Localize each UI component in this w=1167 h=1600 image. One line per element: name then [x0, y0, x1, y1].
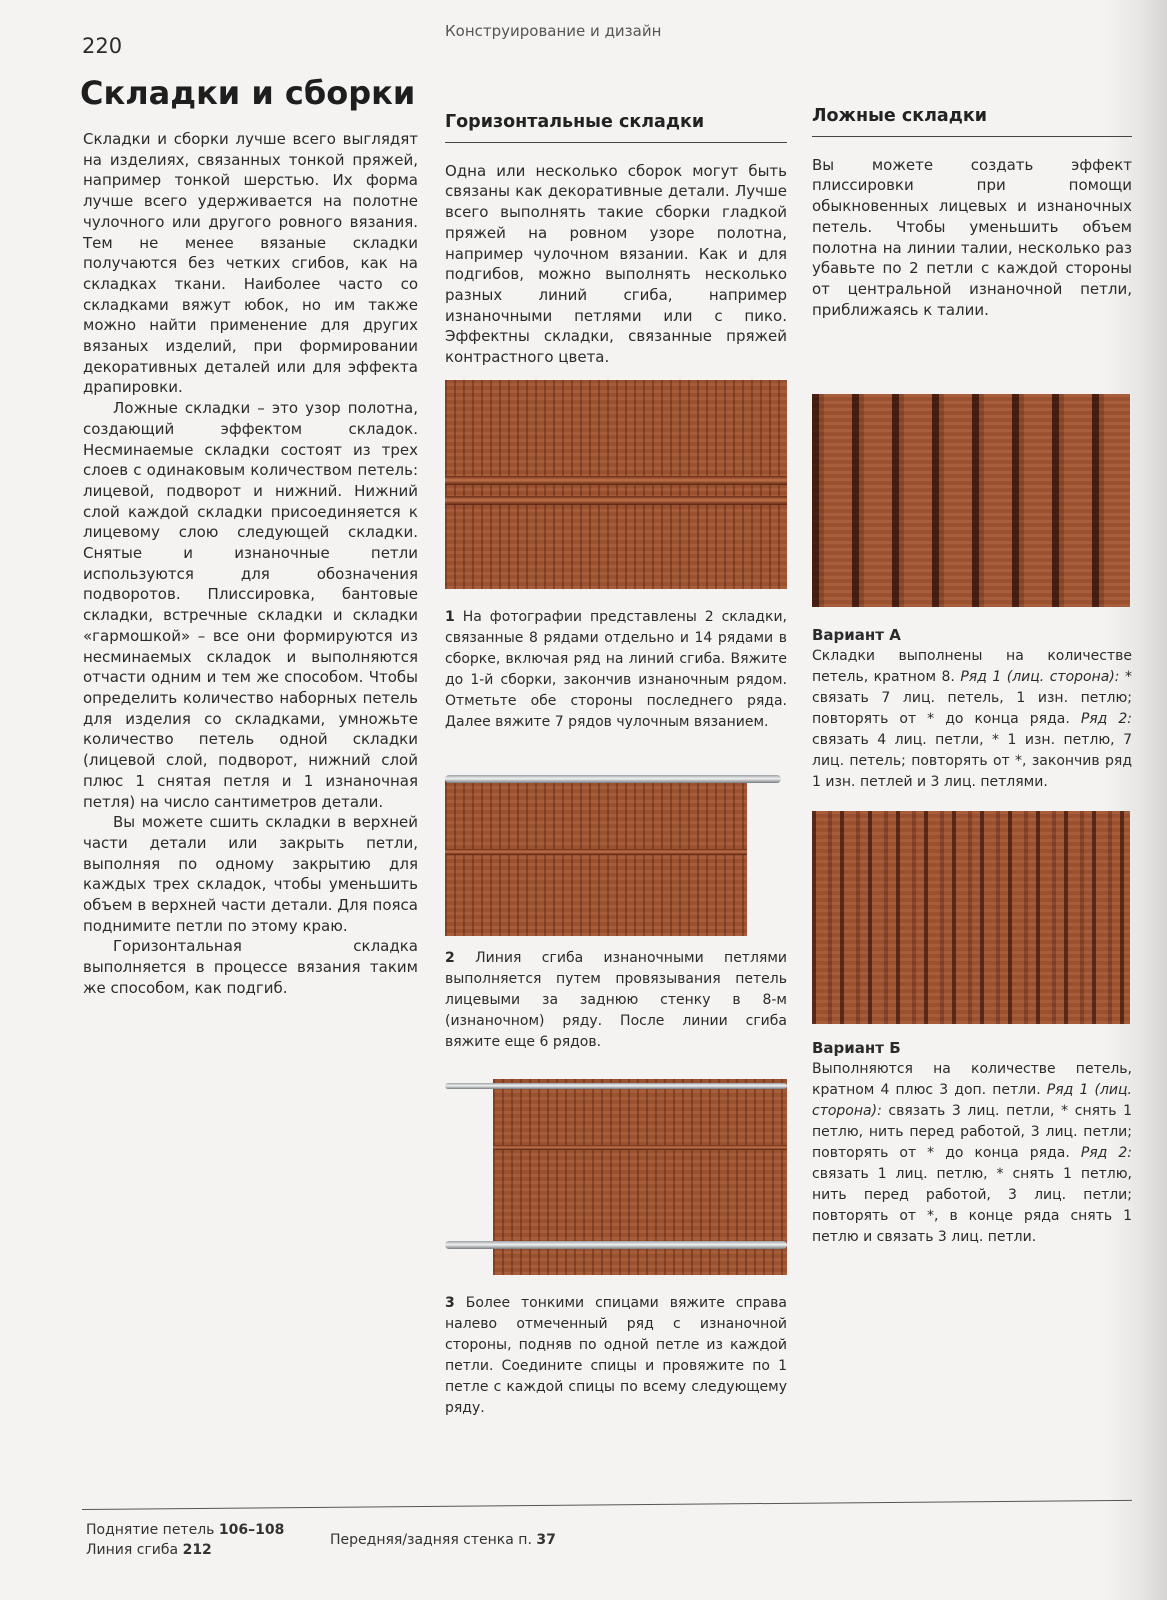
variant-a-text-part: связать 4 лиц. петли, * 1 изн. петлю, 7 лиц. петель; повторять от *, закончив ряд 1 изн. петлей и 3 лиц. петлями.	[812, 732, 1132, 791]
step-text: Линия сгиба изнаночными петлями выполняется путем провязывания петель лицевыми за заднюю стенку в 8-м (изнаночном) ряду. После линии сгиба вяжите еще 6 рядов.	[445, 949, 787, 1050]
section-heading-horizontal-pleats: Горизонтальные складки	[445, 112, 787, 143]
left-paragraph-3: Вы можете сшить складки в верхней части детали или закрыть петли, выполняя по одному закрытию для каждых трех складок, чтобы уменьшить объем в верхней части детали. Для пояса поднимите петли по этому краю.	[83, 813, 418, 935]
footer-reference	[86, 1540, 284, 1560]
caption-step-2	[445, 948, 787, 1053]
section-heading-mock-pleats: Ложные складки	[812, 106, 1132, 137]
photo-step-3-wrapper	[445, 1079, 787, 1275]
variant-a-title: Вариант А	[812, 626, 901, 645]
marked-row	[493, 1145, 787, 1150]
reference-pages: 212	[182, 1542, 212, 1558]
variant-b-text-part: связать 3 лиц. петли, * снять 1 петлю, нить перед работой, 3 лиц. петли; повторять от * до конца ряда.	[812, 1102, 1132, 1161]
caption-step-1	[445, 607, 787, 733]
photo-step-2-wrapper	[445, 771, 787, 936]
photo-step-2	[445, 779, 747, 936]
knitting-needle-upper	[445, 1083, 787, 1089]
left-column	[83, 129, 418, 999]
row-2-label: Ряд 2:	[1080, 1144, 1133, 1161]
footer-reference-middle	[330, 1530, 556, 1550]
variant-b-text	[812, 1059, 1132, 1248]
variant-b-text-part: связать 1 лиц. петлю, * снять 1 петлю, нить перед работой, 3 лиц. петли; повторять от *, в конце ряда снять 1 петлю и связать 3 лиц. петли.	[812, 1165, 1132, 1245]
knitting-needle	[445, 775, 781, 783]
variant-a-text	[812, 646, 1132, 793]
footer-references-left	[86, 1520, 284, 1560]
page-number: 220	[82, 34, 123, 58]
footer-rule	[82, 1500, 1132, 1510]
photo-variant-a	[812, 394, 1130, 607]
page-title: Складки и сборки	[80, 74, 416, 112]
fold-line-lower	[445, 496, 787, 505]
photo-variant-b	[812, 811, 1130, 1024]
reference-label: Поднятие петель	[86, 1522, 215, 1538]
step-number: 3	[445, 1294, 455, 1311]
knitting-needle-lower	[445, 1241, 787, 1249]
photo-step-1	[445, 380, 787, 589]
middle-column	[445, 112, 787, 1419]
variant-b-text-part: Выполняются на количестве петель, кратном 4 плюс 3 доп. петли.	[812, 1060, 1132, 1098]
reference-pages: 37	[536, 1532, 556, 1548]
left-paragraph-4: Горизонтальная складка выполняется в процессе вязания таким же способом, как подгиб.	[83, 937, 418, 997]
step-number: 1	[445, 608, 455, 625]
horizontal-pleats-intro: Одна или несколько сборок могут быть связаны как декоративные детали. Лучше всего выполнять такие сборки гладкой пряжей на ровном узоре полотна, например чулочном вязании. Как и для подгибов, можно выполнять несколько разных линий сгиба, например изнаночными петлями или с пико. Эффектны складки, связанные пряжей контрастного цвета.	[445, 161, 787, 367]
fold-line-upper	[445, 476, 787, 485]
step-number: 2	[445, 949, 455, 966]
mock-pleats-intro: Вы можете создать эффект плиссировки при помощи обыкновенных лицевых и изнаночных петель. Чтобы уменьшить объем полотна на линии талии, несколько раз убавьте по 2 петли с каждой стороны от центральной изнаночной петли, приближаясь к талии.	[812, 155, 1132, 319]
row-1-label: Ряд 1 (лиц. сторона):	[812, 1081, 1132, 1119]
step-text: На фотографии представлены 2 складки, связанные 8 рядами отдельно и 14 рядами в сборке, включая ряд на линий сгиба. Вяжите до 1-й сборки, закончив изнаночным рядом. Отметьте обе стороны последнего ряда. Далее вяжите 7 рядов чулочным вязанием.	[445, 608, 787, 730]
step-text: Более тонкими спицами вяжите справа налево отмеченный ряд с изнаночной стороны, подняв по одной петле из каждой петли. Соедините спицы и провяжите по 1 петле с каждой спицы по всему следующему ряду.	[445, 1294, 787, 1416]
caption-step-3	[445, 1293, 787, 1419]
reference-pages: 106–108	[218, 1522, 285, 1538]
row-2-label: Ряд 2:	[1080, 711, 1133, 728]
variant-b-title: Вариант Б	[812, 1039, 901, 1058]
footer-reference	[86, 1520, 284, 1540]
left-paragraph-2: Ложные складки – это узор полотна, создающий эффектом складок. Несминаемые складки состоят из трех слоев с одинаковым количеством петель: лицевой, подворот и нижний. Нижний слой каждой складки присоединяется к лицевому слою следующей складки. Снятые и изнаночные петли используются для обозначения подворотов. Плиссировка, бантовые складки, встречные складки и складки «гармошкой» – все они формируются из несминаемых складок и выполняются отчасти одним и тем же способом. Чтобы определить количество наборных петель для изделия со складками, умножьте количество петель одной складки (лицевой слой, подворот, нижний слой плюс 1 снятая петля и 1 изнаночная петля) на число сантиметров детали.	[83, 399, 418, 811]
row-1-label: Ряд 1 (лиц. сторона):	[960, 669, 1120, 686]
reference-label: Линия сгиба	[86, 1542, 179, 1558]
reference-label: Передняя/задняя стенка п.	[330, 1532, 532, 1548]
variant-a-text-part: * связать 7 лиц. петель, 1 изн. петлю; повторять от * до конца ряда.	[812, 669, 1132, 728]
variant-a-text-part: Складки выполнены на количестве петель, кратном 8.	[812, 648, 1132, 686]
right-column	[812, 106, 1132, 1248]
running-head: Конструирование и дизайн	[445, 22, 662, 40]
purl-fold-line	[445, 849, 747, 855]
left-paragraph-1: Складки и сборки лучше всего выглядят на изделиях, связанных тонкой пряжей, например тонкой шерстью. Их форма лучше всего удерживается на полотне чулочного или другого ровного вязания. Тем не менее вязаные складки получаются без четких сгибов, как на складках ткани. Наиболее часто со складками вяжут юбок, но им также можно найти применение для других вязаных изделий, при формировании декоративных деталей или для эффекта драпировки.	[83, 130, 418, 397]
